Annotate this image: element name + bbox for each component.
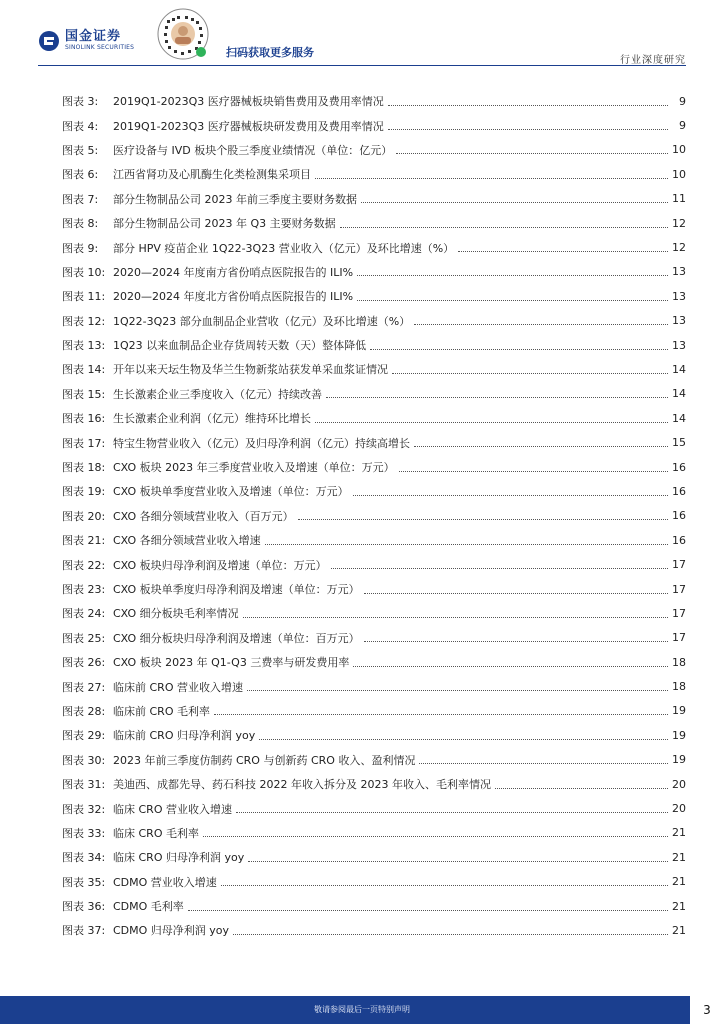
toc-figure-title: 美迪西、成都先导、药石科技 2022 年收入拆分及 2023 年收入、毛利率情况 <box>113 778 491 792</box>
toc-figure-title: CXO 板块单季度营业收入及增速（单位：万元） <box>113 485 349 499</box>
toc-figure-label: 图表 18: <box>62 461 106 475</box>
toc-entry[interactable] <box>62 796 686 820</box>
toc-figure-title: 临床 CRO 毛利率 <box>113 826 199 840</box>
toc-entry[interactable] <box>62 138 686 162</box>
toc-page-number: 20 <box>672 802 686 816</box>
qr-code-icon[interactable] <box>157 8 209 60</box>
toc-page-number: 11 <box>672 192 686 206</box>
toc-figure-title: 2019Q1-2023Q3 医疗器械板块销售费用及费用率情况 <box>113 95 384 109</box>
toc-dot-leader <box>414 446 668 447</box>
page-header <box>0 0 724 68</box>
toc-entry[interactable] <box>62 333 686 357</box>
toc-entry[interactable] <box>62 235 686 259</box>
toc-figure-label: 图表 36: <box>62 900 106 914</box>
toc-figure-title: CXO 细分板块归母净利润及增速（单位：百万元） <box>113 631 360 645</box>
toc-figure-label: 图表 23: <box>62 583 106 596</box>
toc-figure-label: 图表 35: <box>62 875 106 889</box>
toc-figure-label: 图表 29: <box>62 729 106 743</box>
toc-dot-leader <box>233 934 668 935</box>
toc-figure-title: CXO 各细分领域营业收入（百万元） <box>113 509 294 523</box>
toc-figure-label: 图表 25: <box>62 631 106 645</box>
toc-dot-leader <box>495 788 668 789</box>
toc-page-number: 20 <box>672 777 686 791</box>
toc-figure-label: 图表 5: <box>62 143 99 157</box>
toc-figure-title: 特宝生物营业收入（亿元）及归母净利润（亿元）持续高增长 <box>113 436 410 450</box>
page-number: 3 <box>690 996 724 1024</box>
toc-page-number: 14 <box>672 387 686 401</box>
toc-figure-title: CXO 板块归母净利润及增速（单位：万元） <box>113 558 327 572</box>
toc-figure-title: 临床前 CRO 营业收入增速 <box>113 680 243 694</box>
toc-entry[interactable] <box>62 601 686 625</box>
toc-dot-leader <box>221 885 668 886</box>
toc-figure-label: 图表 20: <box>62 509 106 523</box>
toc-figure-label: 图表 37: <box>62 924 106 938</box>
toc-page-number: 16 <box>672 460 686 474</box>
toc-entry[interactable] <box>62 357 686 381</box>
toc-entry[interactable] <box>62 699 686 723</box>
toc-page-number: 14 <box>672 362 686 376</box>
toc-page-number: 19 <box>672 728 686 742</box>
toc-figure-title: CDMO 归母净利润 yoy <box>113 924 230 938</box>
toc-entry[interactable] <box>62 479 686 503</box>
toc-dot-leader <box>236 812 668 813</box>
toc-dot-leader <box>399 471 668 472</box>
toc-dot-leader <box>396 153 668 154</box>
toc-entry[interactable] <box>62 284 686 308</box>
toc-figure-label: 图表 11: <box>62 290 106 304</box>
toc-figure-label: 图表 19: <box>62 485 106 499</box>
toc-dot-leader <box>248 861 668 862</box>
toc-dot-leader <box>364 641 668 642</box>
toc-figure-title: 2019Q1-2023Q3 医疗器械板块研发费用及费用率情况 <box>113 119 384 133</box>
toc-entry[interactable] <box>62 162 686 186</box>
toc-page-number: 21 <box>672 923 686 937</box>
toc-figure-label: 图表 34: <box>62 851 106 865</box>
toc-figure-label: 图表 33: <box>62 826 106 840</box>
toc-figure-label: 图表 21: <box>62 534 106 548</box>
toc-figure-title: CXO 板块 2023 年三季度营业收入及增速（单位：万元） <box>113 461 395 475</box>
toc-figure-label: 图表 22: <box>62 558 106 572</box>
toc-dot-leader <box>353 666 668 667</box>
toc-page-number: 16 <box>672 484 686 498</box>
toc-dot-leader <box>361 202 668 203</box>
toc-figure-label: 图表 15: <box>62 387 106 401</box>
toc-page-number: 17 <box>672 582 686 596</box>
toc-figure-title: 开年以来天坛生物及华兰生物新浆站获发单采血浆证情况 <box>113 363 388 377</box>
toc-dot-leader <box>331 568 668 569</box>
toc-figure-label: 图表 10: <box>62 265 106 279</box>
logo-english-name: SINOLINK SECURITIES <box>65 44 135 51</box>
toc-dot-leader <box>414 324 668 325</box>
toc-entry[interactable] <box>62 626 686 650</box>
toc-entry[interactable] <box>62 577 686 601</box>
toc-dot-leader <box>326 397 668 398</box>
toc-page-number: 10 <box>672 167 686 181</box>
toc-dot-leader <box>265 544 668 545</box>
toc-dot-leader <box>458 251 668 252</box>
toc-figure-label: 图表 14: <box>62 363 106 377</box>
toc-page-number: 15 <box>672 436 686 450</box>
toc-entry[interactable] <box>62 260 686 284</box>
toc-entry[interactable] <box>62 211 686 235</box>
toc-entry[interactable] <box>62 504 686 528</box>
toc-page-number: 14 <box>672 411 686 425</box>
figure-index-list <box>62 89 686 943</box>
toc-entry[interactable] <box>62 748 686 772</box>
toc-page-number: 9 <box>679 94 686 108</box>
toc-dot-leader <box>298 519 668 520</box>
toc-entry[interactable] <box>62 187 686 211</box>
toc-figure-label: 图表 27: <box>62 680 106 694</box>
report-category-label: 行业深度研究 <box>620 55 686 66</box>
toc-entry[interactable] <box>62 382 686 406</box>
toc-entry[interactable] <box>62 309 686 333</box>
toc-figure-title: 医疗设备与 IVD 板块个股三季度业绩情况（单位：亿元） <box>113 143 393 157</box>
toc-figure-title: CXO 板块单季度归母净利润及增速（单位：万元） <box>113 583 360 596</box>
toc-figure-label: 图表 32: <box>62 802 106 816</box>
toc-figure-label: 图表 12: <box>62 314 106 328</box>
toc-page-number: 13 <box>672 314 686 328</box>
toc-figure-label: 图表 13: <box>62 339 106 353</box>
toc-dot-leader <box>370 349 668 350</box>
toc-figure-label: 图表 9: <box>62 241 99 255</box>
toc-entry[interactable] <box>62 918 686 942</box>
footer-disclaimer: 敬请参阅最后一页特别声明 <box>314 1005 410 1014</box>
toc-figure-label: 图表 26: <box>62 656 106 670</box>
toc-figure-title: 2023 年前三季度仿制药 CRO 与创新药 CRO 收入、盈利情况 <box>113 753 416 767</box>
toc-dot-leader <box>243 617 668 618</box>
toc-dot-leader <box>388 129 668 130</box>
toc-dot-leader <box>315 178 668 179</box>
toc-entry[interactable] <box>62 674 686 698</box>
toc-figure-title: 江西省肾功及心肌酶生化类检测集采项目 <box>113 168 311 182</box>
toc-page-number: 16 <box>672 533 686 547</box>
sinolink-logo-icon <box>38 30 60 52</box>
toc-figure-title: CXO 板块 2023 年 Q1-Q3 三费率与研发费用率 <box>113 656 350 670</box>
toc-entry[interactable] <box>62 723 686 747</box>
toc-dot-leader <box>353 495 668 496</box>
toc-entry[interactable] <box>62 821 686 845</box>
toc-figure-label: 图表 6: <box>62 168 99 182</box>
toc-figure-label: 图表 28: <box>62 704 106 718</box>
toc-figure-title: 临床前 CRO 毛利率 <box>113 704 210 718</box>
toc-figure-label: 图表 17: <box>62 436 106 450</box>
toc-page-number: 19 <box>672 704 686 718</box>
toc-page-number: 17 <box>672 558 686 572</box>
header-divider <box>38 65 686 66</box>
toc-figure-title: 部分生物制品公司 2023 年前三季度主要财务数据 <box>113 192 357 206</box>
toc-page-number: 18 <box>672 655 686 669</box>
toc-figure-title: 2020—2024 年度南方省份哨点医院报告的 ILI% <box>113 265 354 279</box>
toc-entry[interactable] <box>62 552 686 576</box>
toc-figure-title: 1Q23 以来血制品企业存货周转天数（天）整体降低 <box>113 339 367 353</box>
toc-dot-leader <box>388 105 668 106</box>
toc-figure-title: CXO 细分板块毛利率情况 <box>113 607 239 621</box>
toc-entry[interactable] <box>62 772 686 796</box>
toc-page-number: 12 <box>672 216 686 230</box>
toc-entry[interactable] <box>62 845 686 869</box>
toc-figure-title: 临床 CRO 营业收入增速 <box>113 802 232 816</box>
toc-page-number: 19 <box>672 753 686 767</box>
toc-dot-leader <box>392 373 668 374</box>
toc-figure-title: 1Q22-3Q23 部分血制品企业营收（亿元）及环比增速（%） <box>113 314 411 328</box>
toc-figure-title: 部分 HPV 疫苗企业 1Q22-3Q23 营业收入（亿元）及环比增速（%） <box>113 241 455 255</box>
toc-page-number: 17 <box>672 631 686 645</box>
toc-page-number: 13 <box>672 289 686 303</box>
toc-page-number: 13 <box>672 265 686 279</box>
toc-dot-leader <box>364 593 668 594</box>
toc-figure-title: 生长激素企业利润（亿元）维持环比增长 <box>113 412 311 426</box>
toc-page-number: 9 <box>679 119 686 133</box>
toc-entry[interactable] <box>62 870 686 894</box>
toc-figure-title: 部分生物制品公司 2023 年 Q3 主要财务数据 <box>113 217 336 231</box>
toc-page-number: 17 <box>672 606 686 620</box>
toc-dot-leader <box>247 690 668 691</box>
toc-figure-title: CDMO 营业收入增速 <box>113 875 217 889</box>
toc-figure-label: 图表 8: <box>62 217 99 231</box>
toc-figure-label: 图表 3: <box>62 95 99 109</box>
toc-entry[interactable] <box>62 894 686 918</box>
toc-entry[interactable] <box>62 528 686 552</box>
toc-entry[interactable] <box>62 406 686 430</box>
toc-figure-label: 图表 30: <box>62 753 106 767</box>
toc-page-number: 10 <box>672 143 686 157</box>
toc-figure-label: 图表 4: <box>62 119 99 133</box>
toc-entry[interactable] <box>62 455 686 479</box>
toc-page-number: 16 <box>672 509 686 523</box>
toc-page-number: 13 <box>672 338 686 352</box>
toc-dot-leader <box>315 422 668 423</box>
toc-dot-leader <box>203 836 668 837</box>
toc-figure-title: 临床 CRO 归母净利润 yoy <box>113 851 245 865</box>
toc-page-number: 21 <box>672 899 686 913</box>
toc-page-number: 12 <box>672 241 686 255</box>
toc-figure-label: 图表 7: <box>62 192 99 206</box>
toc-page-number: 18 <box>672 680 686 694</box>
toc-page-number: 21 <box>672 875 686 889</box>
toc-dot-leader <box>419 763 668 764</box>
logo-chinese-name: 国金证券 <box>65 29 122 44</box>
company-logo <box>38 30 134 52</box>
toc-dot-leader <box>357 275 668 276</box>
scan-for-service-text: 扫码获取更多服务 <box>226 46 314 59</box>
toc-figure-label: 图表 16: <box>62 412 106 426</box>
toc-entry[interactable] <box>62 430 686 454</box>
toc-figure-title: 2020—2024 年度北方省份哨点医院报告的 ILI% <box>113 290 354 304</box>
toc-figure-title: 临床前 CRO 归母净利润 yoy <box>113 729 256 743</box>
toc-figure-title: CDMO 毛利率 <box>113 900 184 914</box>
toc-figure-label: 图表 24: <box>62 607 106 621</box>
toc-entry[interactable] <box>62 113 686 137</box>
toc-figure-title: CXO 各细分领域营业收入增速 <box>113 534 261 548</box>
toc-dot-leader <box>188 910 668 911</box>
toc-page-number: 21 <box>672 850 686 864</box>
toc-dot-leader <box>357 300 668 301</box>
toc-figure-label: 图表 31: <box>62 778 106 792</box>
toc-dot-leader <box>340 227 668 228</box>
toc-dot-leader <box>259 739 668 740</box>
toc-page-number: 21 <box>672 826 686 840</box>
toc-entry[interactable] <box>62 650 686 674</box>
toc-figure-title: 生长激素企业三季度收入（亿元）持续改善 <box>113 387 322 401</box>
toc-entry[interactable] <box>62 89 686 113</box>
toc-dot-leader <box>214 714 668 715</box>
